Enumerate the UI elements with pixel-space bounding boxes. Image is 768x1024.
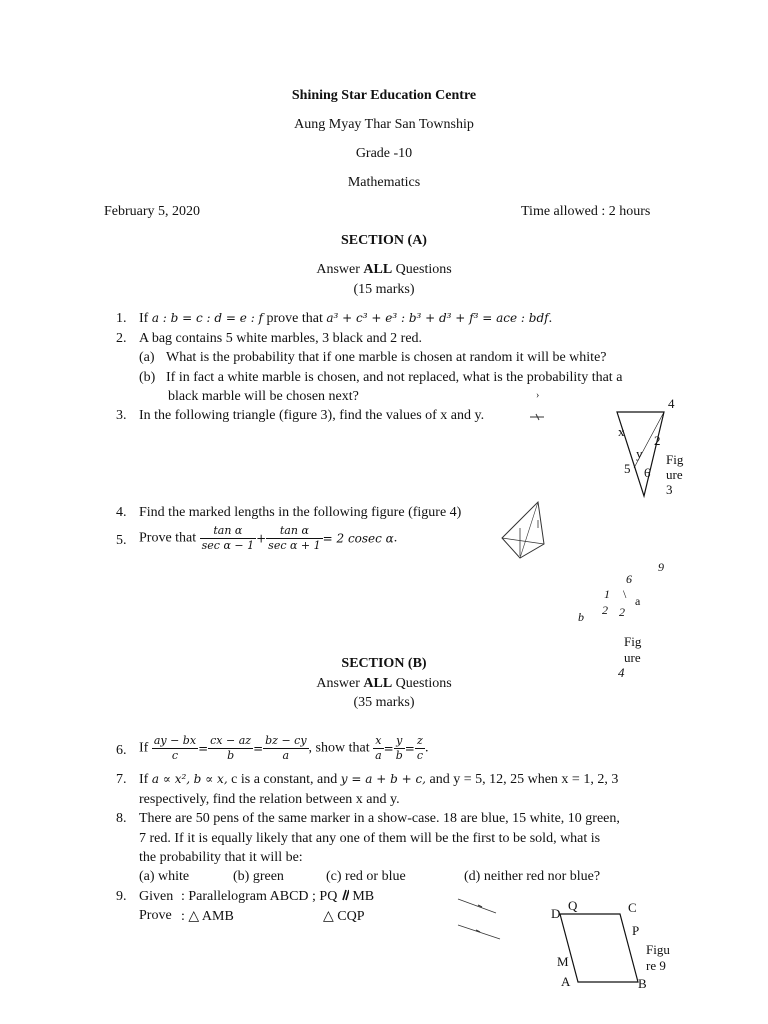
fig4-label-a: a <box>635 594 641 608</box>
fig9-label-D: D <box>551 906 561 921</box>
question-8-line3: the probability that it will be: <box>139 850 303 865</box>
section-b-instruction: Answer ALL Questions <box>316 676 452 691</box>
fig4-label-6: 6 <box>626 572 632 586</box>
fig4-label-2a: 2 <box>602 603 608 617</box>
section-a-title: SECTION (A) <box>341 233 427 248</box>
fig4-caption-2: ure <box>624 650 641 665</box>
q8-option-c: (c) red or blue <box>326 869 406 884</box>
fig4-label-2b: 2 <box>619 605 625 619</box>
fig3-caption-1: Fig <box>666 452 684 467</box>
parallel-icon <box>341 889 349 901</box>
fig4-caption-3: 4 <box>618 665 625 680</box>
fig4-label-bar: \ <box>623 587 627 601</box>
question-7-cont: respectively, find the relation between x and y. <box>139 792 400 807</box>
fig3-label-right: 2 <box>654 433 661 448</box>
q6-fraction-6: $\frac{z}{c}$ <box>416 734 424 762</box>
q6-fraction-2: $\frac{cx - az}{b}$ <box>210 734 252 762</box>
exam-date: February 5, 2020 <box>104 204 201 219</box>
q6-fraction-5: $\frac{y}{b}$ <box>395 734 403 762</box>
section-a-instruction: Answer ALL Questions <box>316 262 452 277</box>
fig9-label-P: P <box>632 923 640 938</box>
question-2b-cont: black marble will be chosen next? <box>168 389 359 404</box>
fig3-caption-3: 3 <box>666 482 673 497</box>
fig3-label-left: 5 <box>624 461 631 476</box>
fig3-label-y: y <box>636 446 643 461</box>
fig9-caption-1: Figu <box>646 942 670 957</box>
q8-option-a: (a) white <box>139 869 190 884</box>
q6-fraction-1: $\frac{ay - bx}{c}$ <box>153 734 197 762</box>
figure-4-sketch <box>498 498 550 562</box>
school-name: Shining Star Education Centre <box>291 88 477 103</box>
time-allowed: Time allowed : 2 hours <box>521 204 651 219</box>
township: Aung Myay Thar San Township <box>294 117 474 132</box>
fig4-label-1: 1 <box>604 587 610 601</box>
q9-sketch-marks <box>456 895 506 945</box>
fig3-label-x: x <box>618 424 625 439</box>
q8-option-b: (b) green <box>233 869 284 884</box>
arrow-mark <box>528 412 548 422</box>
question-8-line2: 7 red. If it is equally likely that any one of them will be the first to be sold, what is <box>139 831 601 846</box>
fig3-caption-2: ure <box>666 467 683 482</box>
section-b-marks: (35 marks) <box>353 695 415 710</box>
q8-option-d: (d) neither red nor blue? <box>464 869 601 884</box>
fig9-caption-2: re 9 <box>646 958 666 973</box>
fig9-label-A: A <box>561 974 571 989</box>
q6-fraction-3: $\frac{bz - cy}{a}$ <box>265 734 307 762</box>
fig9-label-Q: Q <box>568 898 578 913</box>
fig4-label-b: b <box>578 610 584 624</box>
fig4-label-9: 9 <box>658 560 664 574</box>
q6-fraction-4: $\frac{x}{a}$ <box>375 734 382 762</box>
fig9-label-M: M <box>557 954 569 969</box>
q5-fraction-2: $\frac{\text{tan α}}{\text{sec α + 1}}$ <box>268 524 321 552</box>
fig9-label-B: B <box>638 976 647 991</box>
fig3-label-top: 4 <box>668 396 675 411</box>
subject: Mathematics <box>347 175 421 190</box>
fig4-caption-1: Fig <box>624 634 642 649</box>
fig3-label-inner: 6 <box>644 465 651 480</box>
q5-fraction-1: $\frac{\text{tan α}}{\text{sec α − 1}}$ <box>201 524 255 552</box>
section-a-marks: (15 marks) <box>353 282 415 297</box>
grade: Grade -10 <box>355 146 413 161</box>
fig9-label-C: C <box>628 900 637 915</box>
section-b-title: SECTION (B) <box>341 656 427 671</box>
fig3-stray-mark: › <box>536 390 540 401</box>
